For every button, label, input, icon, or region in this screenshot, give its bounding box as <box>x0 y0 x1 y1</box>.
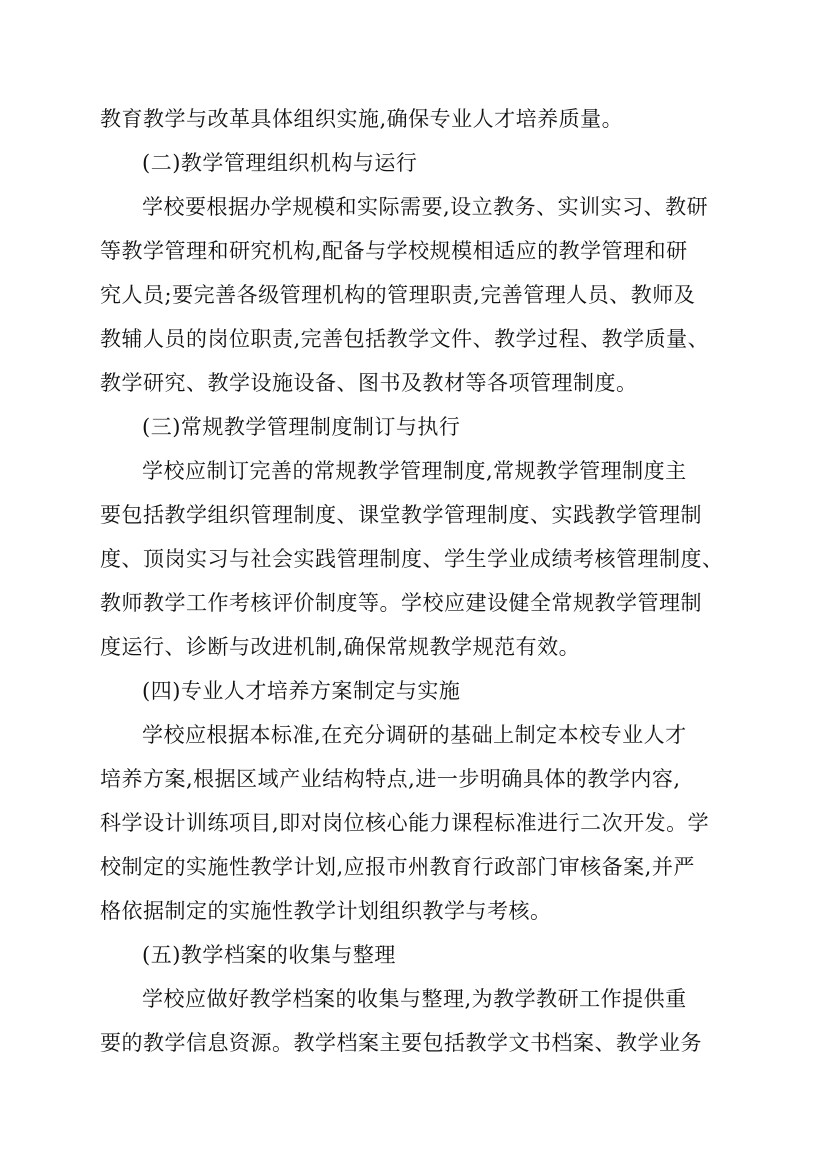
paragraph-line: 培养方案,根据区域产业结构特点,进一步明确具体的教学内容, <box>100 767 681 791</box>
paragraph-line: 教辅人员的岗位职责,完善包括教学文件、教学过程、教学质量、 <box>100 327 710 351</box>
paragraph-line: 等教学管理和研究机构,配备与学校规模相适应的教学管理和研 <box>100 239 688 263</box>
paragraph-line: 教育教学与改革具体组织实施,确保专业人才培养质量。 <box>100 107 624 131</box>
paragraph-line: 究人员;要完善各级管理机构的管理职责,完善管理人员、教师及 <box>100 283 696 307</box>
paragraph-line: 学校要根据办学规模和实际需要,设立教务、实训实习、教研 <box>142 195 709 219</box>
paragraph-line: 格依据制定的实施性教学计划组织教学与考核。 <box>100 899 552 923</box>
paragraph-line: 学校应根据本标准,在充分调研的基础上制定本校专业人才 <box>142 723 687 747</box>
paragraph-line: 科学设计训练项目,即对岗位核心能力课程标准进行二次开发。学 <box>100 811 710 835</box>
paragraph-line: 学校应做好教学档案的收集与整理,为教学教研工作提供重 <box>142 987 687 1011</box>
section-heading-5: (五)教学档案的收集与整理 <box>142 943 396 967</box>
paragraph-line: 校制定的实施性教学计划,应报市州教育行政部门审核备案,并严 <box>100 855 695 879</box>
paragraph-line: 教学研究、教学设施设备、图书及教材等各项管理制度。 <box>100 371 638 395</box>
paragraph-line: 度、顶岗实习与社会实践管理制度、学生学业成绩考核管理制度、 <box>100 547 724 571</box>
section-heading-2: (二)教学管理组织机构与运行 <box>142 151 418 175</box>
section-heading-4: (四)专业人才培养方案制定与实施 <box>142 679 461 703</box>
section-heading-3: (三)常规教学管理制度制订与执行 <box>142 415 461 439</box>
paragraph-line: 教师教学工作考核评价制度等。学校应建设健全常规教学管理制 <box>100 591 702 615</box>
paragraph-line: 要包括教学组织管理制度、课堂教学管理制度、实践教学管理制 <box>100 503 702 527</box>
paragraph-line: 度运行、诊断与改进机制,确保常规教学规范有效。 <box>100 635 581 659</box>
paragraph-line: 学校应制订完善的常规教学管理制度,常规教学管理制度主 <box>142 459 687 483</box>
paragraph-line: 要的教学信息资源。教学档案主要包括教学文书档案、教学业务 <box>100 1031 702 1055</box>
